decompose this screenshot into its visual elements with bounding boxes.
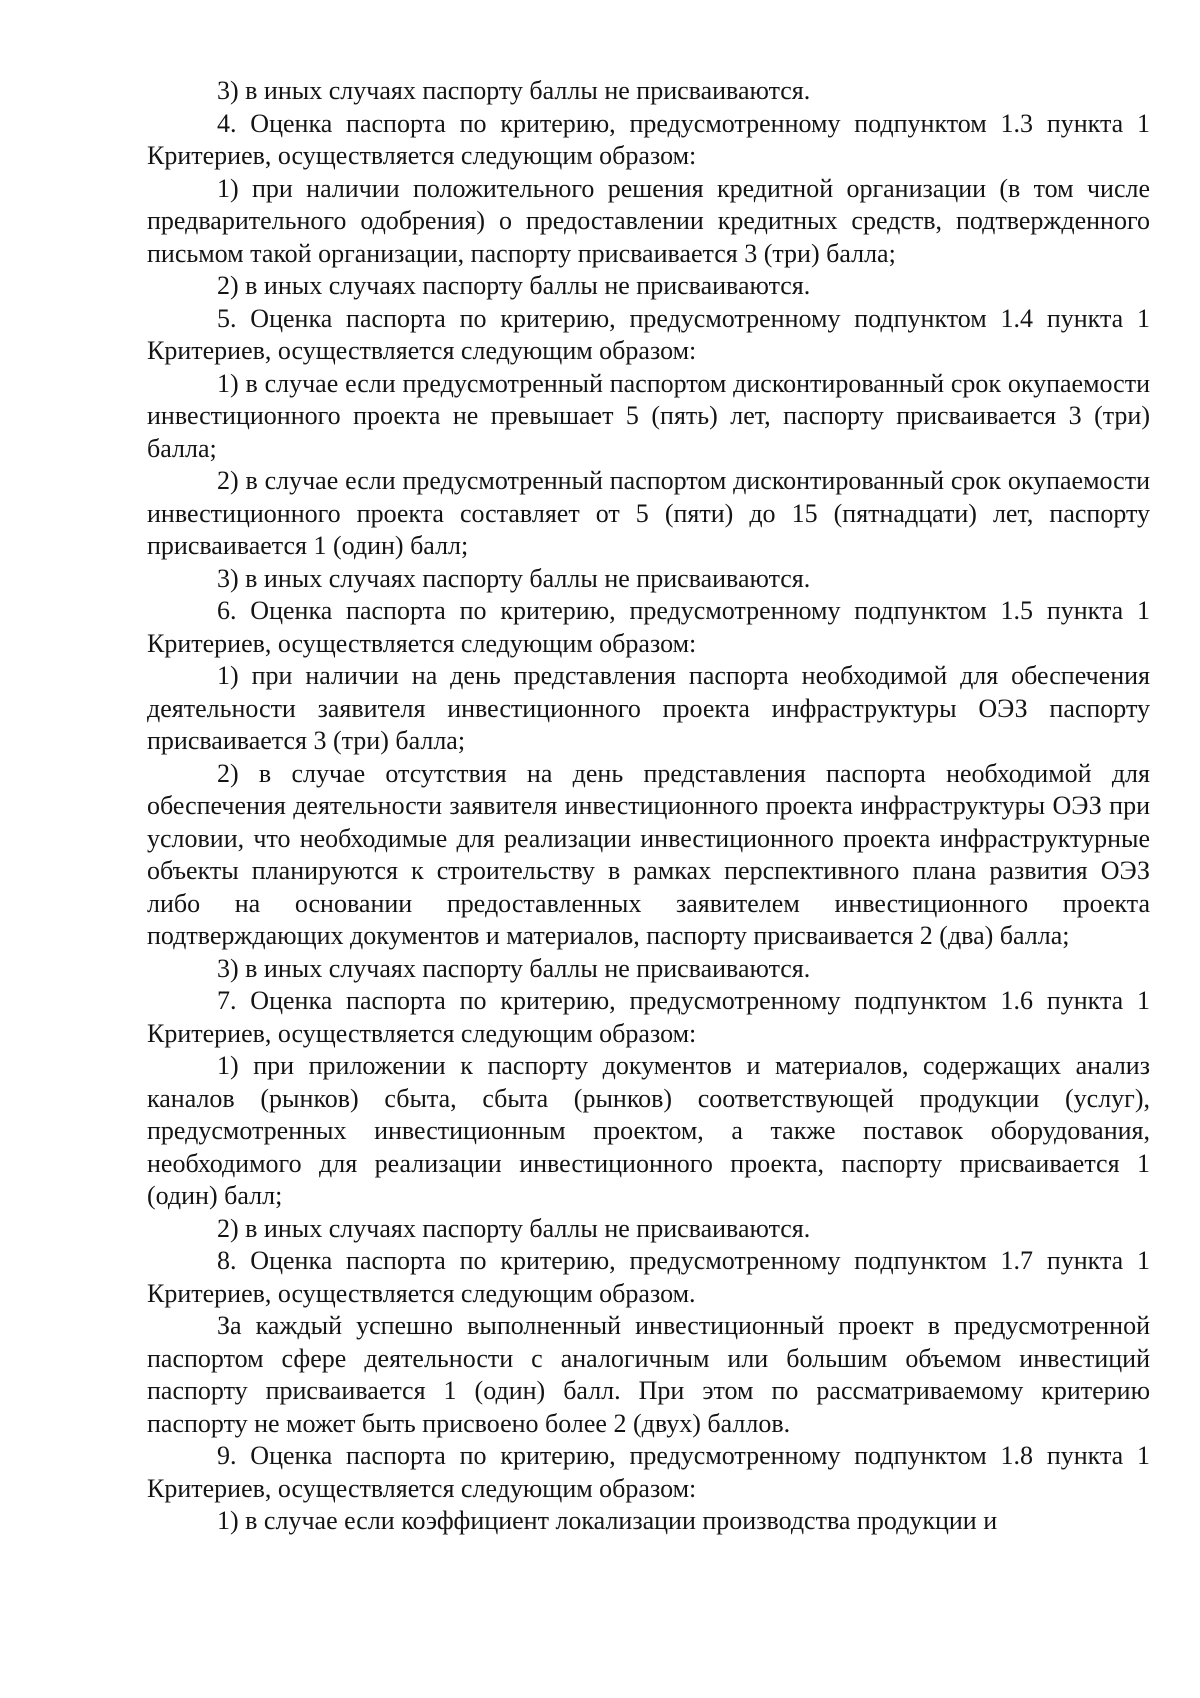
paragraph: 1) при наличии положительного решения кредитной организации (в том числе предварительного одобрения) о предоставлении кредитных средств, подтвержденного письмом такой организации, паспорту присваивается 3 (три) балла; <box>147 173 1150 268</box>
paragraph: 1) при наличии на день представления паспорта необходимой для обеспечения деятельности заявителя инвестиционного проекта инфраструктуры ОЭЗ паспорту присваивается 3 (три) балла; <box>147 661 1150 755</box>
paragraph: 3) в иных случаях паспорту баллы не присваиваются. <box>217 953 811 983</box>
paragraph: 8. Оценка паспорта по критерию, предусмотренному подпунктом 1.7 пункта 1 Критериев, осуществляется следующим образом. <box>147 1246 1150 1308</box>
paragraph: 5. Оценка паспорта по критерию, предусмотренному подпунктом 1.4 пункта 1 Критериев, осуществляется следующим образом: <box>147 303 1150 365</box>
paragraph: 9. Оценка паспорта по критерию, предусмотренному подпунктом 1.8 пункта 1 Критериев, осуществляется следующим образом: <box>147 1441 1150 1503</box>
paragraph: 2) в случае отсутствия на день представления паспорта необходимой для обеспечения деятельности заявителя инвестиционного проекта инфраструктуры ОЭЗ при условии, что необходимые для реализации инвестиционного проекта инфраструктурные объекты планируются к строительству в рамках перспективного плана развития ОЭЗ либо на основании предоставленных заявителем инвестиционного проекта подтверждающих документов и материалов, паспорту присваивается 2 (два) балла; <box>147 758 1150 950</box>
paragraph: 3) в иных случаях паспорту баллы не присваиваются. <box>217 76 811 105</box>
paragraph: 7. Оценка паспорта по критерию, предусмотренному подпунктом 1.6 пункта 1 Критериев, осуществляется следующим образом: <box>147 986 1150 1048</box>
paragraph: 3) в иных случаях паспорту баллы не присваиваются. <box>217 563 811 593</box>
paragraph: 4. Оценка паспорта по критерию, предусмотренному подпунктом 1.3 пункта 1 Критериев, осуществляется следующим образом: <box>147 108 1150 170</box>
paragraph: 6. Оценка паспорта по критерию, предусмотренному подпунктом 1.5 пункта 1 Критериев, осуществляется следующим образом: <box>147 596 1150 658</box>
document-text <box>147 75 1150 1538</box>
paragraph: 2) в иных случаях паспорту баллы не присваиваются. <box>217 271 811 300</box>
paragraph: 1) в случае если предусмотренный паспортом дисконтированный срок окупаемости инвестиционного проекта не превышает 5 (пять) лет, паспорту присваивается 3 (три) балла; <box>147 368 1150 463</box>
paragraph: 1) в случае если коэффициент локализации производства продукции и <box>217 1506 998 1535</box>
paragraph: 2) в случае если предусмотренный паспортом дисконтированный срок окупаемости инвестиционного проекта составляет от 5 (пяти) до 15 (пятнадцати) лет, паспорту присваивается 1 (один) балл; <box>147 466 1150 560</box>
paragraph: За каждый успешно выполненный инвестиционный проект в предусмотренной паспортом сфере деятельности с аналогичным или большим объемом инвестиций паспорту присваивается 1 (один) балл. При этом по рассматриваемому критерию паспорту не может быть присвоено более 2 (двух) баллов. <box>147 1311 1150 1438</box>
paragraph: 2) в иных случаях паспорту баллы не присваиваются. <box>217 1213 811 1243</box>
paragraph: 1) при приложении к паспорту документов и материалов, содержащих анализ каналов (рынков) сбыта, сбыта (рынков) соответствующей продукции (услуг), предусмотренных инвестиционным проектом, а также поставок оборудования, необходимого для реализации инвестиционного проекта, паспорту присваивается 1 (один) балл; <box>147 1051 1150 1210</box>
